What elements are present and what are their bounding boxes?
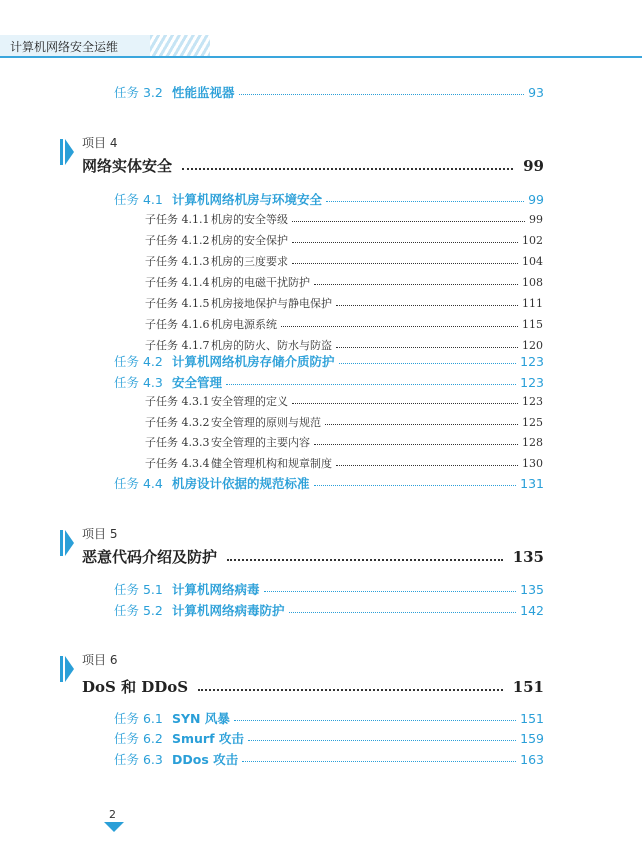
project-page: 151: [512, 678, 544, 696]
subtask-page: 130: [522, 457, 543, 470]
header-rule: [0, 56, 642, 58]
subtask-page: 102: [522, 234, 543, 247]
task-label: 任务 4.2: [114, 354, 163, 369]
subtask-page: 125: [522, 416, 543, 429]
leader-dots: [264, 591, 517, 592]
task-label: 任务 4.1: [114, 192, 163, 207]
toc-subtask-entry[interactable]: [145, 253, 543, 269]
subtask-page: 104: [522, 255, 543, 268]
toc-subtask-entry[interactable]: [145, 274, 543, 290]
project-heading[interactable]: [82, 676, 544, 697]
project-number: 项目 5: [82, 527, 118, 541]
subtask-title: 安全管理的主要内容: [211, 436, 310, 449]
subtask-label: 子任务 4.1.3: [145, 255, 210, 268]
toc-task-entry[interactable]: [114, 709, 544, 727]
task-title: 计算机网络机房与环境安全: [172, 192, 323, 207]
toc-task-entry[interactable]: [114, 729, 544, 747]
leader-dots: [292, 263, 518, 264]
task-label: 任务 6.1: [114, 711, 163, 726]
subtask-page: 115: [522, 318, 543, 331]
task-label: 任务 3.2: [114, 85, 163, 100]
header-stripes: [150, 35, 210, 57]
leader-dots: [227, 559, 503, 561]
subtask-label: 子任务 4.3.3: [145, 436, 210, 449]
project-arrow-icon: [60, 530, 74, 556]
leader-dots: [198, 689, 503, 691]
task-title: 计算机网络病毒: [172, 582, 260, 597]
project-heading[interactable]: [82, 155, 544, 176]
task-label: 任务 5.2: [114, 603, 163, 618]
project-page: 135: [512, 548, 544, 566]
leader-dots: [336, 305, 518, 306]
task-label: 任务 6.3: [114, 752, 163, 767]
toc-subtask-entry[interactable]: [145, 393, 543, 409]
toc-subtask-entry[interactable]: [145, 316, 543, 332]
toc-task-entry[interactable]: [114, 83, 544, 101]
subtask-title: 机房的防火、防水与防盗: [211, 339, 332, 352]
task-title: DDos 攻击: [172, 752, 239, 767]
leader-dots: [325, 424, 518, 425]
leader-dots: [242, 761, 516, 762]
task-title: Smurf 攻击: [172, 731, 244, 746]
task-page: 123: [520, 354, 544, 369]
toc-task-entry[interactable]: [114, 601, 544, 619]
page-marker-triangle-icon: [104, 822, 124, 832]
toc-task-entry[interactable]: [114, 190, 544, 208]
task-label: 任务 5.1: [114, 582, 163, 597]
subtask-title: 安全管理的定义: [211, 395, 288, 408]
toc-subtask-entry[interactable]: [145, 211, 543, 227]
subtask-label: 子任务 4.3.4: [145, 457, 210, 470]
leader-dots: [234, 720, 516, 721]
subtask-title: 机房接地保护与静电保护: [211, 297, 332, 310]
leader-dots: [292, 242, 518, 243]
subtask-title: 机房的安全等级: [211, 213, 288, 226]
toc-task-entry[interactable]: [114, 750, 544, 768]
subtask-title: 安全管理的原则与规范: [211, 416, 321, 429]
project-title: 恶意代码介绍及防护: [82, 548, 218, 566]
leader-dots: [289, 612, 517, 613]
toc-subtask-entry[interactable]: [145, 232, 543, 248]
subtask-page: 120: [522, 339, 543, 352]
book-title: 计算机网络安全运维: [10, 40, 119, 54]
project-title: 网络实体安全: [82, 157, 173, 175]
leader-dots: [336, 465, 518, 466]
subtask-label: 子任务 4.1.1: [145, 213, 210, 226]
leader-dots: [226, 384, 516, 385]
subtask-title: 机房电源系统: [211, 318, 277, 331]
toc-subtask-entry[interactable]: [145, 414, 543, 430]
task-title: 计算机网络病毒防护: [172, 603, 285, 618]
subtask-label: 子任务 4.1.5: [145, 297, 210, 310]
toc-subtask-entry[interactable]: [145, 295, 543, 311]
subtask-page: 111: [522, 297, 543, 310]
subtask-label: 子任务 4.1.6: [145, 318, 210, 331]
project-arrow-icon: [60, 656, 74, 682]
toc-task-entry[interactable]: [114, 373, 544, 391]
leader-dots: [314, 444, 518, 445]
leader-dots: [292, 221, 525, 222]
running-header: [0, 35, 642, 59]
subtask-page: 123: [522, 395, 543, 408]
task-page: 99: [528, 192, 544, 207]
subtask-title: 健全管理机构和规章制度: [211, 457, 332, 470]
leader-dots: [339, 363, 517, 364]
subtask-label: 子任务 4.1.4: [145, 276, 210, 289]
subtask-page: 128: [522, 436, 543, 449]
project-arrow-icon: [60, 139, 74, 165]
task-page: 142: [520, 603, 544, 618]
subtask-title: 机房的三度要求: [211, 255, 288, 268]
task-page: 163: [520, 752, 544, 767]
leader-dots: [281, 326, 518, 327]
task-page: 151: [520, 711, 544, 726]
task-title: 计算机网络机房存储介质防护: [172, 354, 335, 369]
subtask-label: 子任务 4.3.1: [145, 395, 210, 408]
leader-dots: [314, 485, 517, 486]
project-number: 项目 4: [82, 136, 118, 150]
toc-task-entry[interactable]: [114, 474, 544, 492]
subtask-page: 99: [529, 213, 543, 226]
task-page: 131: [520, 476, 544, 491]
subtask-label: 子任务 4.1.7: [145, 339, 210, 352]
task-title: SYN 风暴: [172, 711, 230, 726]
task-label: 任务 4.3: [114, 375, 163, 390]
task-title: 安全管理: [172, 375, 223, 390]
leader-dots: [292, 403, 518, 404]
leader-dots: [314, 284, 518, 285]
project-title: DoS 和 DDoS: [82, 678, 189, 696]
task-page: 123: [520, 375, 544, 390]
project-number: 项目 6: [82, 653, 118, 667]
task-page: 93: [528, 85, 544, 100]
subtask-title: 机房的电磁干扰防护: [211, 276, 310, 289]
subtask-page: 108: [522, 276, 543, 289]
leader-dots: [248, 740, 516, 741]
leader-dots: [182, 168, 513, 170]
toc-task-entry[interactable]: [114, 580, 544, 598]
task-page: 159: [520, 731, 544, 746]
task-title: 机房设计依据的规范标准: [172, 476, 310, 491]
subtask-label: 子任务 4.3.2: [145, 416, 210, 429]
leader-dots: [239, 94, 525, 95]
page-number: 2: [109, 808, 116, 821]
task-label: 任务 6.2: [114, 731, 163, 746]
leader-dots: [336, 347, 518, 348]
task-label: 任务 4.4: [114, 476, 163, 491]
task-page: 135: [520, 582, 544, 597]
project-heading[interactable]: [82, 546, 544, 567]
subtask-title: 机房的安全保护: [211, 234, 288, 247]
subtask-label: 子任务 4.1.2: [145, 234, 210, 247]
toc-subtask-entry[interactable]: [145, 337, 543, 353]
toc-task-entry[interactable]: [114, 352, 544, 370]
leader-dots: [326, 201, 524, 202]
toc-subtask-entry[interactable]: [145, 434, 543, 450]
task-title: 性能监视器: [172, 85, 235, 100]
toc-subtask-entry[interactable]: [145, 455, 543, 471]
project-page: 99: [523, 157, 544, 175]
